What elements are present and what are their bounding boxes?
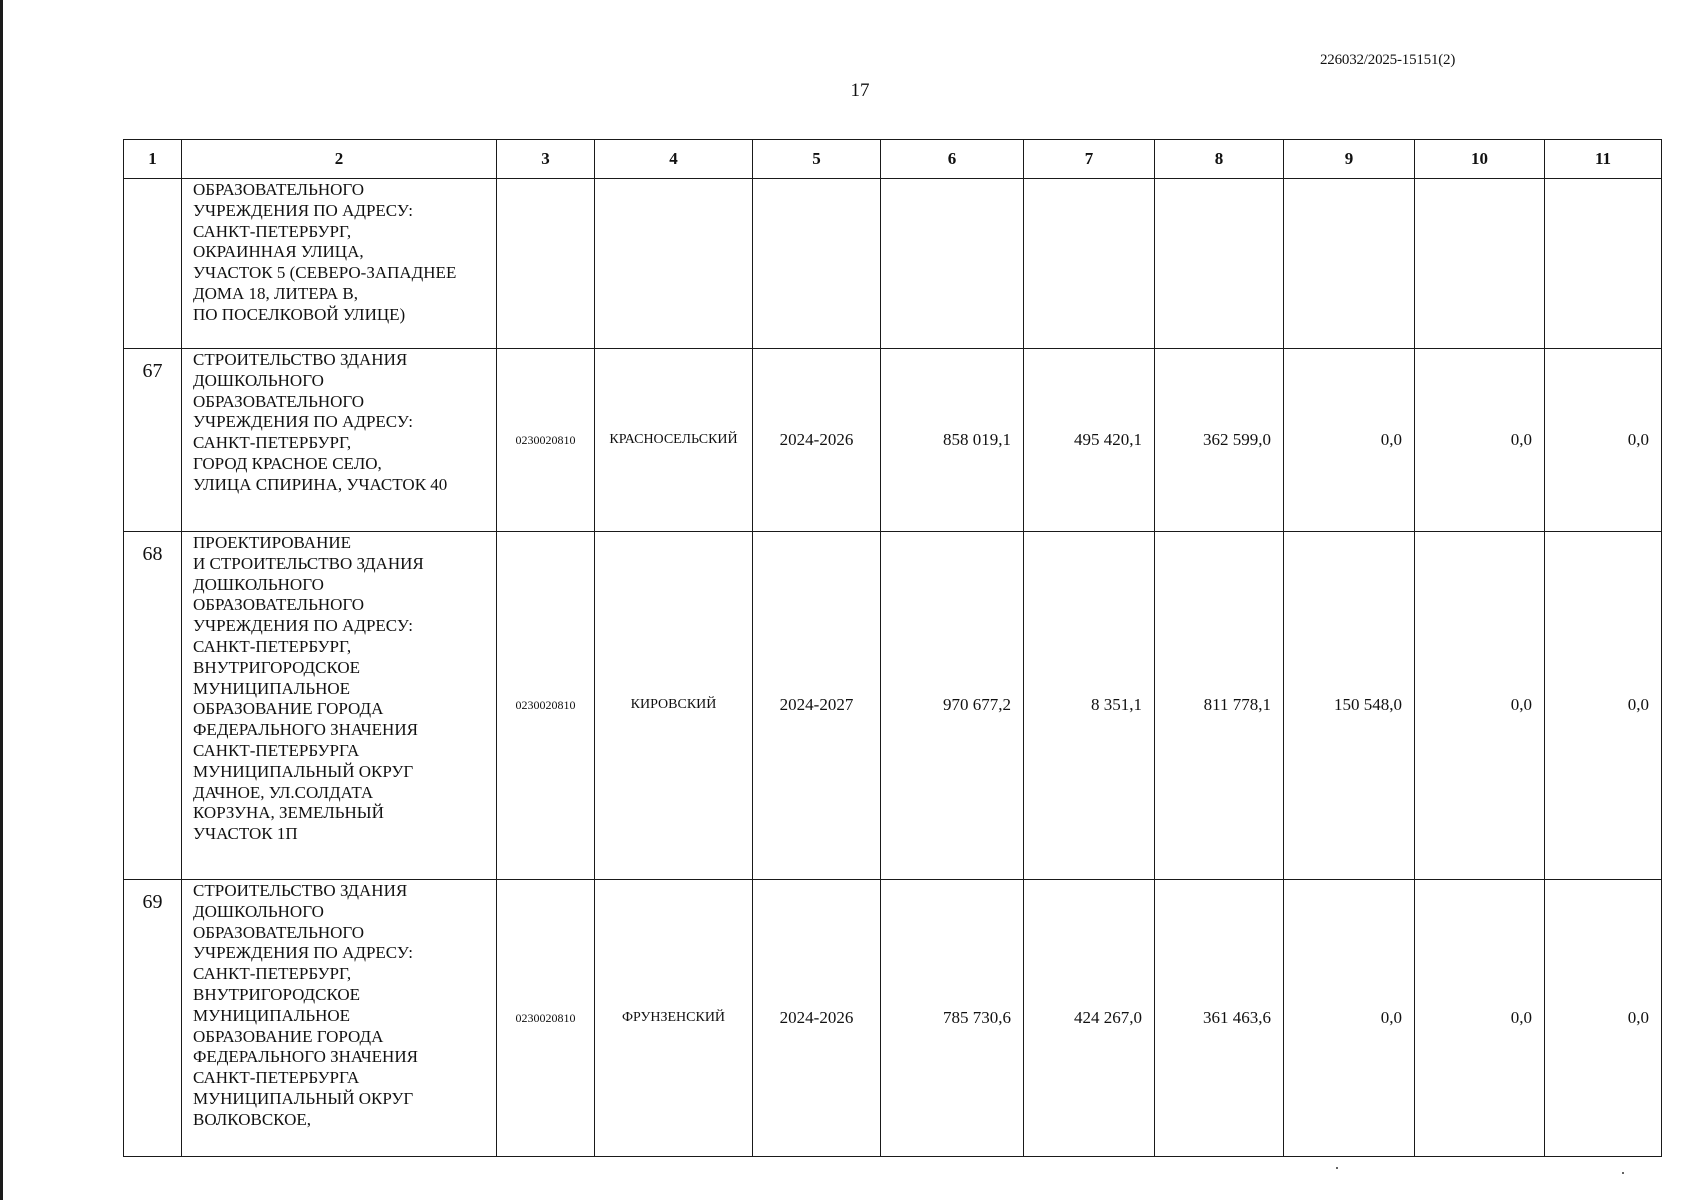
row-number — [124, 179, 182, 349]
value-col-10: 0,0 — [1415, 880, 1545, 1157]
value-col-10: 0,0 — [1415, 349, 1545, 532]
column-header: 1 — [124, 140, 182, 179]
scan-speck — [1622, 1172, 1624, 1174]
value-col-11: 0,0 — [1545, 880, 1662, 1157]
document-id: 226032/2025-15151(2) — [1320, 52, 1456, 68]
column-header: 7 — [1024, 140, 1155, 179]
object-name: СТРОИТЕЛЬСТВО ЗДАНИЯ ДОШКОЛЬНОГО ОБРАЗОВАТЕЛЬНОГО УЧРЕЖДЕНИЯ ПО АДРЕСУ: САНКТ-ПЕТЕРБУРГ, ГОРОД КРАСНОЕ СЕЛО, УЛИЦА СПИРИНА, УЧАСТОК 40 — [182, 349, 497, 532]
district: КРАСНОСЕЛЬСКИЙ — [595, 349, 753, 532]
table-row — [124, 532, 1662, 880]
target-code: 0230020810 — [497, 349, 595, 532]
value-col-9: 150 548,0 — [1284, 532, 1415, 880]
value-col-9: 0,0 — [1284, 880, 1415, 1157]
column-header: 11 — [1545, 140, 1662, 179]
row-number: 67 — [124, 349, 182, 532]
table-row — [124, 349, 1662, 532]
value-col-8 — [1155, 179, 1284, 349]
row-number: 69 — [124, 880, 182, 1157]
value-col-10: 0,0 — [1415, 532, 1545, 880]
column-header: 8 — [1155, 140, 1284, 179]
table-row — [124, 880, 1662, 1157]
object-table — [123, 139, 1662, 1157]
value-col-6: 858 019,1 — [881, 349, 1024, 532]
column-header: 4 — [595, 140, 753, 179]
value-col-11: 0,0 — [1545, 532, 1662, 880]
column-header: 9 — [1284, 140, 1415, 179]
period — [753, 179, 881, 349]
header-row — [124, 140, 1662, 179]
value-col-8: 811 778,1 — [1155, 532, 1284, 880]
object-table-wrapper — [123, 139, 1662, 1157]
column-header: 5 — [753, 140, 881, 179]
object-name: СТРОИТЕЛЬСТВО ЗДАНИЯ ДОШКОЛЬНОГО ОБРАЗОВАТЕЛЬНОГО УЧРЕЖДЕНИЯ ПО АДРЕСУ: САНКТ-ПЕТЕРБУРГ, ВНУТРИГОРОДСКОЕ МУНИЦИПАЛЬНОЕ ОБРАЗОВАНИЕ ГОРОДА ФЕДЕРАЛЬНОГО ЗНАЧЕНИЯ САНКТ-ПЕТЕРБУРГА МУНИЦИПАЛЬНЫЙ ОКРУГ ВОЛКОВСКОЕ, — [182, 880, 497, 1157]
period: 2024-2026 — [753, 349, 881, 532]
page-number: 17 — [850, 80, 870, 101]
period: 2024-2027 — [753, 532, 881, 880]
value-col-11: 0,0 — [1545, 349, 1662, 532]
scan-speck — [1336, 1167, 1338, 1169]
column-header: 3 — [497, 140, 595, 179]
value-col-7: 495 420,1 — [1024, 349, 1155, 532]
value-col-10 — [1415, 179, 1545, 349]
column-header: 10 — [1415, 140, 1545, 179]
value-col-6: 785 730,6 — [881, 880, 1024, 1157]
value-col-8: 362 599,0 — [1155, 349, 1284, 532]
district: ФРУНЗЕНСКИЙ — [595, 880, 753, 1157]
row-number: 68 — [124, 532, 182, 880]
target-code: 0230020810 — [497, 880, 595, 1157]
value-col-6 — [881, 179, 1024, 349]
value-col-7 — [1024, 179, 1155, 349]
value-col-7: 424 267,0 — [1024, 880, 1155, 1157]
value-col-8: 361 463,6 — [1155, 880, 1284, 1157]
table-row — [124, 179, 1662, 349]
object-name: ОБРАЗОВАТЕЛЬНОГО УЧРЕЖДЕНИЯ ПО АДРЕСУ: САНКТ-ПЕТЕРБУРГ, ОКРАИННАЯ УЛИЦА, УЧАСТОК 5 (СЕВЕРО-ЗАПАДНЕЕ ДОМА 18, ЛИТЕРА В, ПО ПОСЕЛКОВОЙ УЛИЦЕ) — [182, 179, 497, 349]
column-header: 6 — [881, 140, 1024, 179]
target-code — [497, 179, 595, 349]
scan-left-edge — [0, 0, 3, 1200]
district: КИРОВСКИЙ — [595, 532, 753, 880]
period: 2024-2026 — [753, 880, 881, 1157]
value-col-9 — [1284, 179, 1415, 349]
value-col-6: 970 677,2 — [881, 532, 1024, 880]
target-code: 0230020810 — [497, 532, 595, 880]
district — [595, 179, 753, 349]
value-col-11 — [1545, 179, 1662, 349]
value-col-9: 0,0 — [1284, 349, 1415, 532]
value-col-7: 8 351,1 — [1024, 532, 1155, 880]
column-header: 2 — [182, 140, 497, 179]
object-name: ПРОЕКТИРОВАНИЕ И СТРОИТЕЛЬСТВО ЗДАНИЯ ДОШКОЛЬНОГО ОБРАЗОВАТЕЛЬНОГО УЧРЕЖДЕНИЯ ПО АДРЕСУ: САНКТ-ПЕТЕРБУРГ, ВНУТРИГОРОДСКОЕ МУНИЦИПАЛЬНОЕ ОБРАЗОВАНИЕ ГОРОДА ФЕДЕРАЛЬНОГО ЗНАЧЕНИЯ САНКТ-ПЕТЕРБУРГА МУНИЦИПАЛЬНЫЙ ОКРУГ ДАЧНОЕ, УЛ.СОЛДАТА КОРЗУНА, ЗЕМЕЛЬНЫЙ УЧАСТОК 1П — [182, 532, 497, 880]
